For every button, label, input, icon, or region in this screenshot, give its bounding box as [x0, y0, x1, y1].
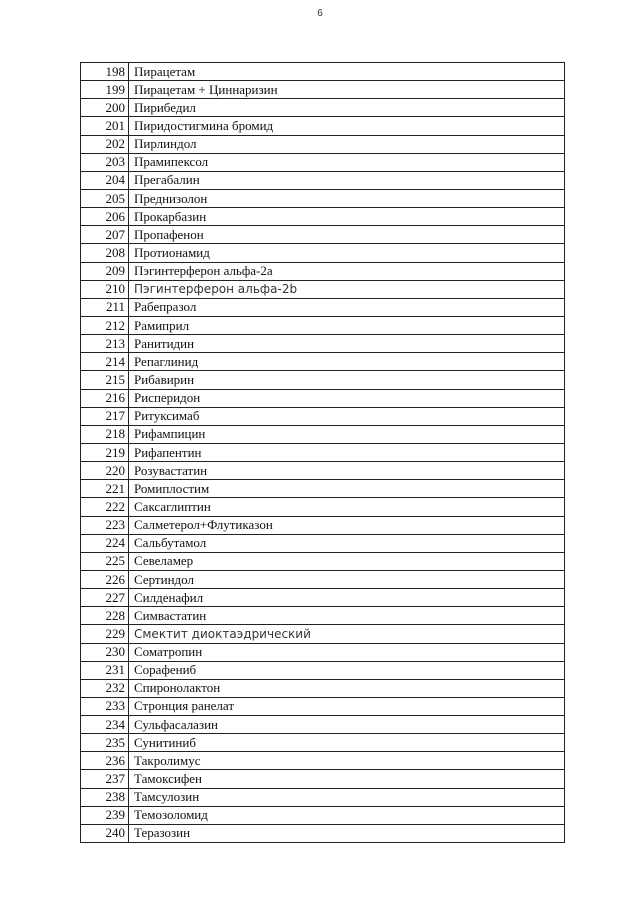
table-row [81, 734, 565, 752]
drug-name: Ранитидин [129, 335, 565, 353]
table-row [81, 752, 565, 770]
table-row [81, 425, 565, 443]
drug-name: Пирацетам + Циннаризин [129, 81, 565, 99]
row-number: 205 [81, 189, 129, 207]
row-number: 199 [81, 81, 129, 99]
drug-name: Ритуксимаб [129, 407, 565, 425]
table-row [81, 371, 565, 389]
row-number: 226 [81, 570, 129, 588]
table-row [81, 607, 565, 625]
row-number: 238 [81, 788, 129, 806]
row-number: 228 [81, 607, 129, 625]
drug-name: Протионамид [129, 244, 565, 262]
row-number: 223 [81, 516, 129, 534]
drug-name: Пэгинтерферон альфа-2а [129, 262, 565, 280]
row-number: 231 [81, 661, 129, 679]
table-row [81, 135, 565, 153]
table-row [81, 570, 565, 588]
row-number: 212 [81, 316, 129, 334]
row-number: 233 [81, 697, 129, 715]
table-row [81, 153, 565, 171]
row-number: 218 [81, 425, 129, 443]
row-number: 237 [81, 770, 129, 788]
row-number: 222 [81, 498, 129, 516]
table-row [81, 244, 565, 262]
drug-name: Сальбутамол [129, 534, 565, 552]
drug-name: Сертиндол [129, 570, 565, 588]
table-row [81, 462, 565, 480]
drug-name: Стронция ранелат [129, 697, 565, 715]
drug-name: Рифапентин [129, 443, 565, 461]
row-number: 220 [81, 462, 129, 480]
table-row [81, 625, 565, 643]
table-row [81, 806, 565, 824]
row-number: 210 [81, 280, 129, 298]
table-row [81, 552, 565, 570]
table-row [81, 407, 565, 425]
drug-name: Сульфасалазин [129, 716, 565, 734]
table-row [81, 443, 565, 461]
table-row [81, 171, 565, 189]
table-row [81, 697, 565, 715]
row-number: 239 [81, 806, 129, 824]
row-number: 206 [81, 208, 129, 226]
row-number: 235 [81, 734, 129, 752]
table-row [81, 643, 565, 661]
drug-name: Пиридостигмина бромид [129, 117, 565, 135]
row-number: 227 [81, 589, 129, 607]
table-row [81, 516, 565, 534]
drug-name: Севеламер [129, 552, 565, 570]
row-number: 202 [81, 135, 129, 153]
drug-name: Рифампицин [129, 425, 565, 443]
table-row [81, 226, 565, 244]
table-row [81, 262, 565, 280]
table-row [81, 298, 565, 316]
drug-name: Тамоксифен [129, 770, 565, 788]
drug-name: Преднизолон [129, 189, 565, 207]
drug-name: Соматропин [129, 643, 565, 661]
row-number: 216 [81, 389, 129, 407]
table-row [81, 353, 565, 371]
drug-name: Тамсулозин [129, 788, 565, 806]
drug-name: Силденафил [129, 589, 565, 607]
table-row [81, 335, 565, 353]
table-row [81, 661, 565, 679]
drug-name: Ромиплостим [129, 480, 565, 498]
row-number: 221 [81, 480, 129, 498]
table-row [81, 788, 565, 806]
row-number: 229 [81, 625, 129, 643]
row-number: 200 [81, 99, 129, 117]
table-row [81, 589, 565, 607]
drug-name: Прокарбазин [129, 208, 565, 226]
row-number: 214 [81, 353, 129, 371]
drug-name: Прамипексол [129, 153, 565, 171]
table-row [81, 316, 565, 334]
drug-name: Смектит диоктаэдрический [129, 625, 565, 643]
row-number: 204 [81, 171, 129, 189]
drug-name: Розувастатин [129, 462, 565, 480]
table-row [81, 189, 565, 207]
table-row [81, 117, 565, 135]
table-row [81, 679, 565, 697]
drug-name: Салметерол+Флутиказон [129, 516, 565, 534]
row-number: 230 [81, 643, 129, 661]
table-row [81, 480, 565, 498]
drug-name: Теразозин [129, 824, 565, 842]
row-number: 208 [81, 244, 129, 262]
table-row [81, 716, 565, 734]
drug-name: Рамиприл [129, 316, 565, 334]
row-number: 198 [81, 63, 129, 81]
table-row [81, 63, 565, 81]
row-number: 234 [81, 716, 129, 734]
table-row [81, 81, 565, 99]
table-row [81, 770, 565, 788]
drug-name: Пирацетам [129, 63, 565, 81]
drug-name: Рабепразол [129, 298, 565, 316]
table-row [81, 534, 565, 552]
table-row [81, 208, 565, 226]
row-number: 207 [81, 226, 129, 244]
drug-name: Рибавирин [129, 371, 565, 389]
row-number: 203 [81, 153, 129, 171]
drug-name: Прегабалин [129, 171, 565, 189]
drug-name: Спиронолактон [129, 679, 565, 697]
drug-name: Пэгинтерферон альфа-2b [129, 280, 565, 298]
drug-name: Сорафениб [129, 661, 565, 679]
row-number: 219 [81, 443, 129, 461]
row-number: 201 [81, 117, 129, 135]
table-row [81, 824, 565, 842]
row-number: 215 [81, 371, 129, 389]
drug-name: Такролимус [129, 752, 565, 770]
drug-name: Пропафенон [129, 226, 565, 244]
row-number: 240 [81, 824, 129, 842]
table-row [81, 498, 565, 516]
row-number: 209 [81, 262, 129, 280]
drug-name: Пирлиндол [129, 135, 565, 153]
drug-name: Пирибедил [129, 99, 565, 117]
row-number: 213 [81, 335, 129, 353]
drug-list-table [80, 62, 565, 843]
drug-name: Симвастатин [129, 607, 565, 625]
table-row [81, 389, 565, 407]
row-number: 236 [81, 752, 129, 770]
table-row [81, 280, 565, 298]
drug-list-body [81, 63, 565, 843]
row-number: 217 [81, 407, 129, 425]
row-number: 225 [81, 552, 129, 570]
drug-name: Репаглинид [129, 353, 565, 371]
page-number: 6 [317, 8, 323, 19]
row-number: 224 [81, 534, 129, 552]
row-number: 211 [81, 298, 129, 316]
row-number: 232 [81, 679, 129, 697]
drug-name: Сунитиниб [129, 734, 565, 752]
drug-name: Темозоломид [129, 806, 565, 824]
table-row [81, 99, 565, 117]
drug-name: Саксаглиптин [129, 498, 565, 516]
drug-name: Рисперидон [129, 389, 565, 407]
